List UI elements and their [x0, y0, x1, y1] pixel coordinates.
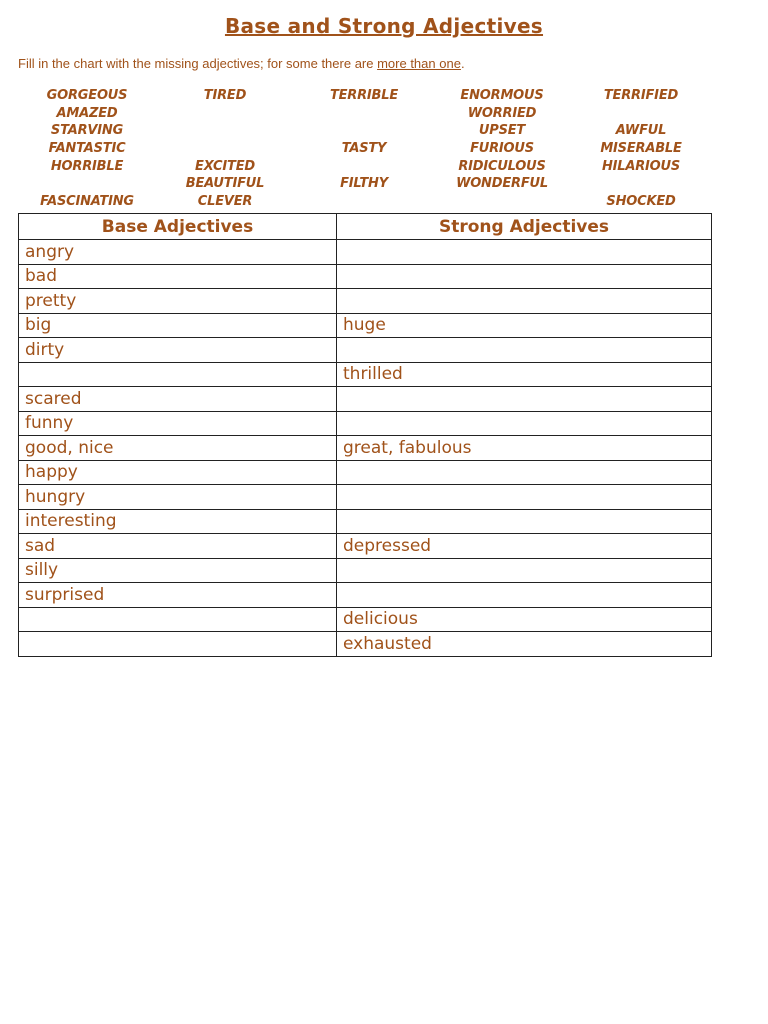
word-bank-word: HORRIBLE: [50, 159, 124, 174]
strong-adjective-cell[interactable]: exhausted: [337, 632, 712, 657]
word-bank-word: TERRIFIED: [603, 88, 679, 103]
word-bank-word: AWFUL: [615, 123, 667, 138]
strong-adjectives-header: Strong Adjectives: [337, 214, 712, 240]
word-bank-word: WONDERFUL: [456, 176, 548, 191]
table-row: [19, 240, 712, 265]
word-bank-word: SHOCKED: [606, 194, 676, 209]
table-row: [19, 460, 712, 485]
word-bank-word: UPSET: [478, 123, 526, 138]
word-bank-word: AMAZED: [56, 106, 118, 121]
strong-adjective-cell[interactable]: [337, 411, 712, 436]
word-bank-word: STARVING: [50, 123, 124, 138]
strong-adjective-cell[interactable]: delicious: [337, 607, 712, 632]
table-row: [19, 362, 712, 387]
base-adjective-cell[interactable]: sad: [19, 534, 337, 559]
table-row: [19, 509, 712, 534]
strong-adjective-cell[interactable]: huge: [337, 313, 712, 338]
word-bank-word: TIRED: [203, 88, 247, 103]
word-bank-word: FURIOUS: [470, 141, 534, 156]
word-bank-word: FASCINATING: [40, 194, 134, 209]
table-row: [19, 289, 712, 314]
word-bank-word: MISERABLE: [600, 141, 682, 156]
word-bank-word: WORRIED: [467, 106, 537, 121]
table-row: [19, 534, 712, 559]
strong-adjective-cell[interactable]: [337, 485, 712, 510]
instructions-end: .: [460, 56, 465, 71]
table-row: [19, 436, 712, 461]
word-bank-word: FANTASTIC: [48, 141, 126, 156]
strong-adjective-cell[interactable]: thrilled: [337, 362, 712, 387]
strong-adjective-cell[interactable]: depressed: [337, 534, 712, 559]
base-adjective-cell[interactable]: big: [19, 313, 337, 338]
base-adjective-cell[interactable]: [19, 607, 337, 632]
word-bank-word: GORGEOUS: [46, 88, 128, 103]
strong-adjective-cell[interactable]: great, fabulous: [337, 436, 712, 461]
base-adjective-cell[interactable]: hungry: [19, 485, 337, 510]
base-adjective-cell[interactable]: dirty: [19, 338, 337, 363]
strong-adjective-cell[interactable]: [337, 509, 712, 534]
table-row: [19, 607, 712, 632]
instructions-underlined: more than one: [377, 56, 461, 71]
word-bank: [0, 88, 768, 210]
word-bank-word: RIDICULOUS: [458, 159, 546, 174]
instructions: [18, 56, 465, 71]
strong-adjective-cell[interactable]: [337, 460, 712, 485]
table-row: [19, 338, 712, 363]
word-bank-word: FILTHY: [340, 176, 388, 191]
base-adjective-cell[interactable]: interesting: [19, 509, 337, 534]
strong-adjective-cell[interactable]: [337, 264, 712, 289]
base-adjective-cell[interactable]: good, nice: [19, 436, 337, 461]
table-row: [19, 558, 712, 583]
table-row: [19, 264, 712, 289]
base-adjective-cell[interactable]: [19, 362, 337, 387]
strong-adjective-cell[interactable]: [337, 558, 712, 583]
word-bank-word: TASTY: [341, 141, 387, 156]
base-adjective-cell[interactable]: [19, 632, 337, 657]
strong-adjective-cell[interactable]: [337, 289, 712, 314]
base-adjective-cell[interactable]: angry: [19, 240, 337, 265]
table-row: [19, 632, 712, 657]
base-adjective-cell[interactable]: bad: [19, 264, 337, 289]
word-bank-word: BEAUTIFUL: [185, 176, 265, 191]
base-adjectives-header: Base Adjectives: [19, 214, 337, 240]
page-title: Base and Strong Adjectives: [224, 14, 544, 38]
word-bank-word: TERRIBLE: [329, 88, 399, 103]
base-adjective-cell[interactable]: pretty: [19, 289, 337, 314]
base-adjective-cell[interactable]: happy: [19, 460, 337, 485]
table-row: [19, 485, 712, 510]
word-bank-word: ENORMOUS: [460, 88, 544, 103]
table-row: [19, 313, 712, 338]
strong-adjective-cell[interactable]: [337, 240, 712, 265]
strong-adjective-cell[interactable]: [337, 338, 712, 363]
word-bank-word: EXCITED: [195, 159, 255, 174]
word-bank-word: CLEVER: [197, 194, 253, 209]
strong-adjective-cell[interactable]: [337, 387, 712, 412]
instructions-text: Fill in the chart with the missing adjectives; for some there are: [18, 56, 378, 71]
adjectives-table: [18, 213, 712, 657]
table-row: [19, 583, 712, 608]
base-adjective-cell[interactable]: funny: [19, 411, 337, 436]
table-header-row: [19, 214, 712, 240]
base-adjective-cell[interactable]: silly: [19, 558, 337, 583]
table-row: [19, 387, 712, 412]
table-row: [19, 411, 712, 436]
base-adjective-cell[interactable]: scared: [19, 387, 337, 412]
strong-adjective-cell[interactable]: [337, 583, 712, 608]
word-bank-word: HILARIOUS: [601, 159, 681, 174]
base-adjective-cell[interactable]: surprised: [19, 583, 337, 608]
